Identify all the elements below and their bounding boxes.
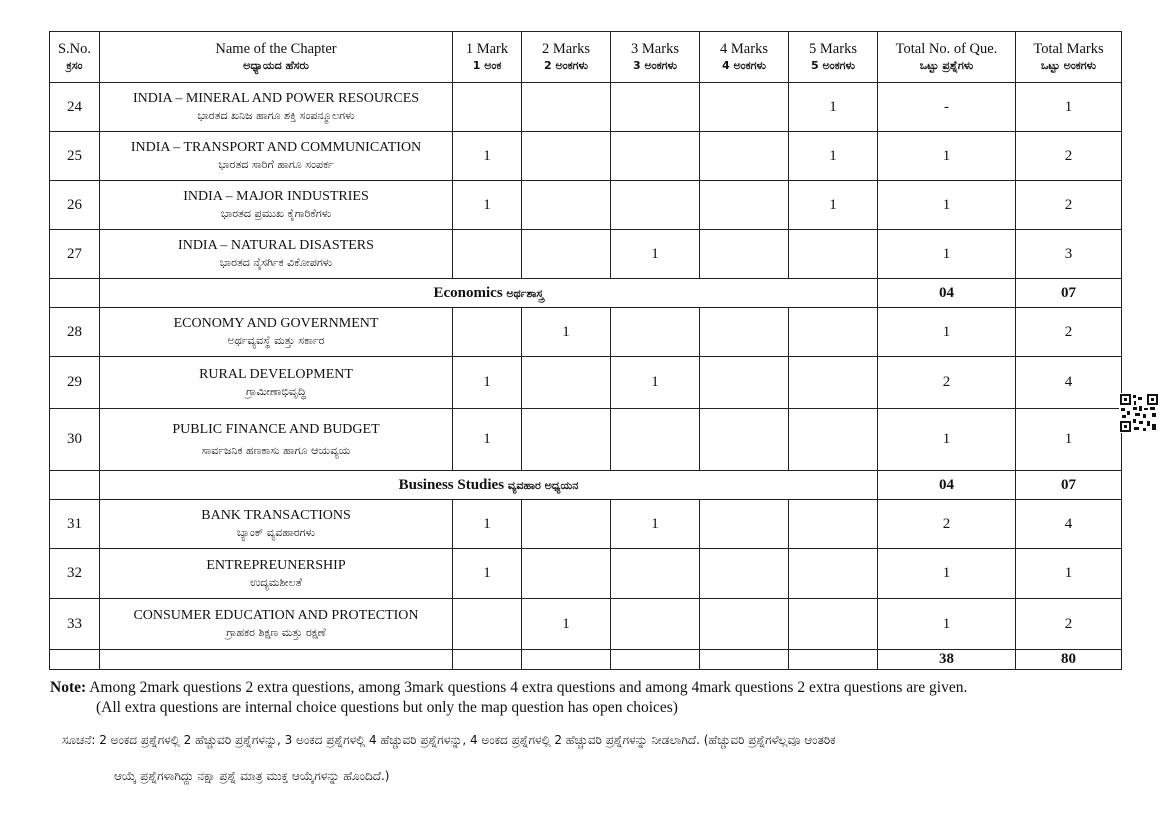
cell-1-mark	[453, 83, 522, 132]
grand-total-marks: 80	[1016, 650, 1122, 670]
cell-sno: 24	[50, 83, 100, 132]
cell-3-marks	[611, 599, 700, 650]
cell-total-questions: 1	[878, 132, 1016, 181]
cell-total-questions: 2	[878, 500, 1016, 549]
cell-5-marks: 1	[789, 132, 878, 181]
cell-chapter: CONSUMER EDUCATION AND PROTECTION ಗ್ರಾಹಕರ ಶಿಕ್ಷಣ ಮತ್ತು ರಕ್ಷಣೆ	[100, 599, 453, 650]
cell-1-mark: 1	[453, 409, 522, 471]
cell-3-marks	[611, 132, 700, 181]
question-blueprint-table	[49, 31, 1122, 670]
cell-1-mark: 1	[453, 357, 522, 409]
header-2-marks: 2 Marks 2 ಅಂಕಗಳು	[522, 32, 611, 83]
table-row	[50, 357, 1122, 409]
cell-chapter: INDIA – MINERAL AND POWER RESOURCES ಭಾರತದ ಖನಿಜ ಹಾಗೂ ಶಕ್ತಿ ಸಂಪನ್ಮೂಲಗಳು	[100, 83, 453, 132]
cell-4-marks	[700, 409, 789, 471]
cell-4-marks	[700, 230, 789, 279]
cell-4-marks	[700, 308, 789, 357]
cell-2-marks: 1	[522, 308, 611, 357]
total-blank-cell	[50, 650, 100, 670]
cell-chapter: ENTREPREUNERSHIP ಉದ್ಯಮಶೀಲತೆ	[100, 549, 453, 599]
grand-total-questions: 38	[878, 650, 1016, 670]
header-chapter: Name of the Chapter ಅಧ್ಯಾಯದ ಹೆಸರು	[100, 32, 453, 83]
cell-sno: 31	[50, 500, 100, 549]
header-1-mark: 1 Mark 1 ಅಂಕ	[453, 32, 522, 83]
grand-total-row	[50, 650, 1122, 670]
cell-1-mark: 1	[453, 181, 522, 230]
total-blank-cell	[100, 650, 453, 670]
cell-4-marks	[700, 500, 789, 549]
cell-total-questions: 1	[878, 308, 1016, 357]
section-blank-cell	[50, 279, 100, 308]
cell-2-marks	[522, 409, 611, 471]
cell-3-marks	[611, 549, 700, 599]
cell-sno: 26	[50, 181, 100, 230]
cell-1-mark	[453, 308, 522, 357]
cell-total-marks: 4	[1016, 357, 1122, 409]
cell-3-marks	[611, 308, 700, 357]
cell-chapter: INDIA – MAJOR INDUSTRIES ಭಾರತದ ಪ್ರಮುಖ ಕೈಗಾರಿಕೆಗಳು	[100, 181, 453, 230]
total-blank-cell	[700, 650, 789, 670]
header-total-marks: Total Marks ಒಟ್ಟು ಅಂಕಗಳು	[1016, 32, 1122, 83]
cell-4-marks	[700, 549, 789, 599]
kannada-note-line-2: ಆಯ್ಕೆ ಪ್ರಶ್ನೆಗಳಾಗಿದ್ದು ನಕ್ಷಾ ಪ್ರಶ್ನೆ ಮಾತ್ರ ಮುಕ್ತ ಆಯ್ಕೆಗಳನ್ನು ಹೊಂದಿದೆ.)	[114, 769, 390, 783]
table-row	[50, 409, 1122, 471]
cell-2-marks	[522, 549, 611, 599]
section-title-economics: Economics ಅರ್ಥಶಾಸ್ತ್ರ	[100, 279, 878, 308]
section-blank-cell	[50, 471, 100, 500]
cell-5-marks: 1	[789, 83, 878, 132]
note-text-1: Among 2mark questions 2 extra questions, among 3mark questions 4 extra questions and among 4mark questions 2 extra questions are given.	[89, 679, 968, 696]
cell-chapter: ECONOMY AND GOVERNMENT ಅರ್ಥವ್ಯವಸ್ಥೆ ಮತ್ತು ಸರ್ಕಾರ	[100, 308, 453, 357]
header-4-marks: 4 Marks 4 ಅಂಕಗಳು	[700, 32, 789, 83]
cell-sno: 25	[50, 132, 100, 181]
table-row	[50, 308, 1122, 357]
kannada-note	[62, 722, 1142, 794]
header-3-marks: 3 Marks 3 ಅಂಕಗಳು	[611, 32, 700, 83]
section-total-marks: 07	[1016, 471, 1122, 500]
cell-2-marks	[522, 357, 611, 409]
cell-total-questions: -	[878, 83, 1016, 132]
section-total-questions: 04	[878, 471, 1016, 500]
cell-2-marks	[522, 83, 611, 132]
cell-chapter: RURAL DEVELOPMENT ಗ್ರಾಮೀಣಾಭಿವೃದ್ಧಿ	[100, 357, 453, 409]
cell-5-marks	[789, 308, 878, 357]
cell-chapter: BANK TRANSACTIONS ಬ್ಯಾಂಕ್ ವ್ಯವಹಾರಗಳು	[100, 500, 453, 549]
cell-3-marks	[611, 83, 700, 132]
cell-total-questions: 1	[878, 599, 1016, 650]
cell-total-questions: 1	[878, 409, 1016, 471]
cell-total-questions: 1	[878, 181, 1016, 230]
cell-5-marks	[789, 409, 878, 471]
cell-3-marks	[611, 409, 700, 471]
cell-3-marks: 1	[611, 357, 700, 409]
cell-4-marks	[700, 83, 789, 132]
cell-3-marks: 1	[611, 230, 700, 279]
cell-5-marks	[789, 549, 878, 599]
total-blank-cell	[453, 650, 522, 670]
note-line-1	[50, 678, 1140, 698]
section-row-business-studies	[50, 471, 1122, 500]
cell-2-marks	[522, 500, 611, 549]
cell-5-marks	[789, 500, 878, 549]
cell-5-marks: 1	[789, 181, 878, 230]
cell-total-marks: 1	[1016, 549, 1122, 599]
cell-1-mark: 1	[453, 500, 522, 549]
header-5-marks: 5 Marks 5 ಅಂಕಗಳು	[789, 32, 878, 83]
section-total-questions: 04	[878, 279, 1016, 308]
cell-2-marks	[522, 230, 611, 279]
cell-total-marks: 3	[1016, 230, 1122, 279]
header-sno: S.No. ಕ್ರಸಂ	[50, 32, 100, 83]
total-blank-cell	[522, 650, 611, 670]
note-line-2: (All extra questions are internal choice questions but only the map question has open choices)	[96, 699, 678, 716]
cell-total-questions: 1	[878, 230, 1016, 279]
cell-1-mark	[453, 230, 522, 279]
cell-sno: 27	[50, 230, 100, 279]
cell-total-questions: 1	[878, 549, 1016, 599]
cell-total-marks: 2	[1016, 599, 1122, 650]
total-blank-cell	[789, 650, 878, 670]
cell-chapter: INDIA – NATURAL DISASTERS ಭಾರತದ ನೈಸರ್ಗಿಕ ವಿಕೋಪಗಳು	[100, 230, 453, 279]
cell-1-mark: 1	[453, 549, 522, 599]
total-blank-cell	[611, 650, 700, 670]
cell-3-marks	[611, 181, 700, 230]
cell-1-mark: 1	[453, 132, 522, 181]
cell-4-marks	[700, 357, 789, 409]
cell-total-marks: 2	[1016, 132, 1122, 181]
section-title-business-studies: Business Studies ವ್ಯವಹಾರ ಅಧ್ಯಯನ	[100, 471, 878, 500]
table-row	[50, 181, 1122, 230]
table-row	[50, 230, 1122, 279]
cell-sno: 33	[50, 599, 100, 650]
cell-2-marks: 1	[522, 599, 611, 650]
english-note	[50, 678, 1140, 718]
cell-1-mark	[453, 599, 522, 650]
cell-5-marks	[789, 599, 878, 650]
cell-sno: 28	[50, 308, 100, 357]
cell-5-marks	[789, 230, 878, 279]
table-row	[50, 132, 1122, 181]
kannada-note-line-1: ಸೂಚನೆ: 2 ಅಂಕದ ಪ್ರಶ್ನೆಗಳಲ್ಲಿ 2 ಹೆಚ್ಚುವರಿ ಪ್ರಶ್ನೆಗಳನ್ನು, 3 ಅಂಕದ ಪ್ರಶ್ನೆಗಳಲ್ಲಿ 4 ಹೆಚ್ಚುವರಿ ಪ್ರಶ್ನೆಗಳನ್ನು, 4 ಅಂಕದ ಪ್ರಶ್ನೆಗಳಲ್ಲಿ 2 ಹೆಚ್ಚುವರಿ ಪ್ರಶ್ನೆಗಳನ್ನು ನೀಡಲಾಗಿದೆ. (ಹೆಚ್ಚುವರಿ ಪ್ರಶ್ನೆಗಳೆಲ್ಲವೂ ಆಂತರಿಕ	[62, 733, 836, 747]
table-row	[50, 83, 1122, 132]
note-label: Note:	[50, 679, 87, 696]
cell-total-questions: 2	[878, 357, 1016, 409]
cell-2-marks	[522, 181, 611, 230]
cell-4-marks	[700, 599, 789, 650]
cell-3-marks: 1	[611, 500, 700, 549]
table-row	[50, 500, 1122, 549]
cell-sno: 30	[50, 409, 100, 471]
section-row-economics	[50, 279, 1122, 308]
cell-4-marks	[700, 181, 789, 230]
cell-5-marks	[789, 357, 878, 409]
cell-total-marks: 1	[1016, 409, 1122, 471]
cell-sno: 29	[50, 357, 100, 409]
section-total-marks: 07	[1016, 279, 1122, 308]
cell-4-marks	[700, 132, 789, 181]
cell-chapter: PUBLIC FINANCE AND BUDGET ಸಾರ್ವಜನಿಕ ಹಣಕಾಸು ಹಾಗೂ ಆಯವ್ಯಯ	[100, 409, 453, 471]
qr-code-icon	[1119, 393, 1159, 433]
cell-2-marks	[522, 132, 611, 181]
cell-total-marks: 4	[1016, 500, 1122, 549]
header-row	[50, 32, 1122, 83]
header-total-questions: Total No. of Que. ಒಟ್ಟು ಪ್ರಶ್ನೆಗಳು	[878, 32, 1016, 83]
cell-chapter: INDIA – TRANSPORT AND COMMUNICATION ಭಾರತದ ಸಾರಿಗೆ ಹಾಗೂ ಸಂಪರ್ಕ	[100, 132, 453, 181]
cell-total-marks: 2	[1016, 308, 1122, 357]
cell-total-marks: 2	[1016, 181, 1122, 230]
table-row	[50, 549, 1122, 599]
table-row	[50, 599, 1122, 650]
cell-sno: 32	[50, 549, 100, 599]
cell-total-marks: 1	[1016, 83, 1122, 132]
